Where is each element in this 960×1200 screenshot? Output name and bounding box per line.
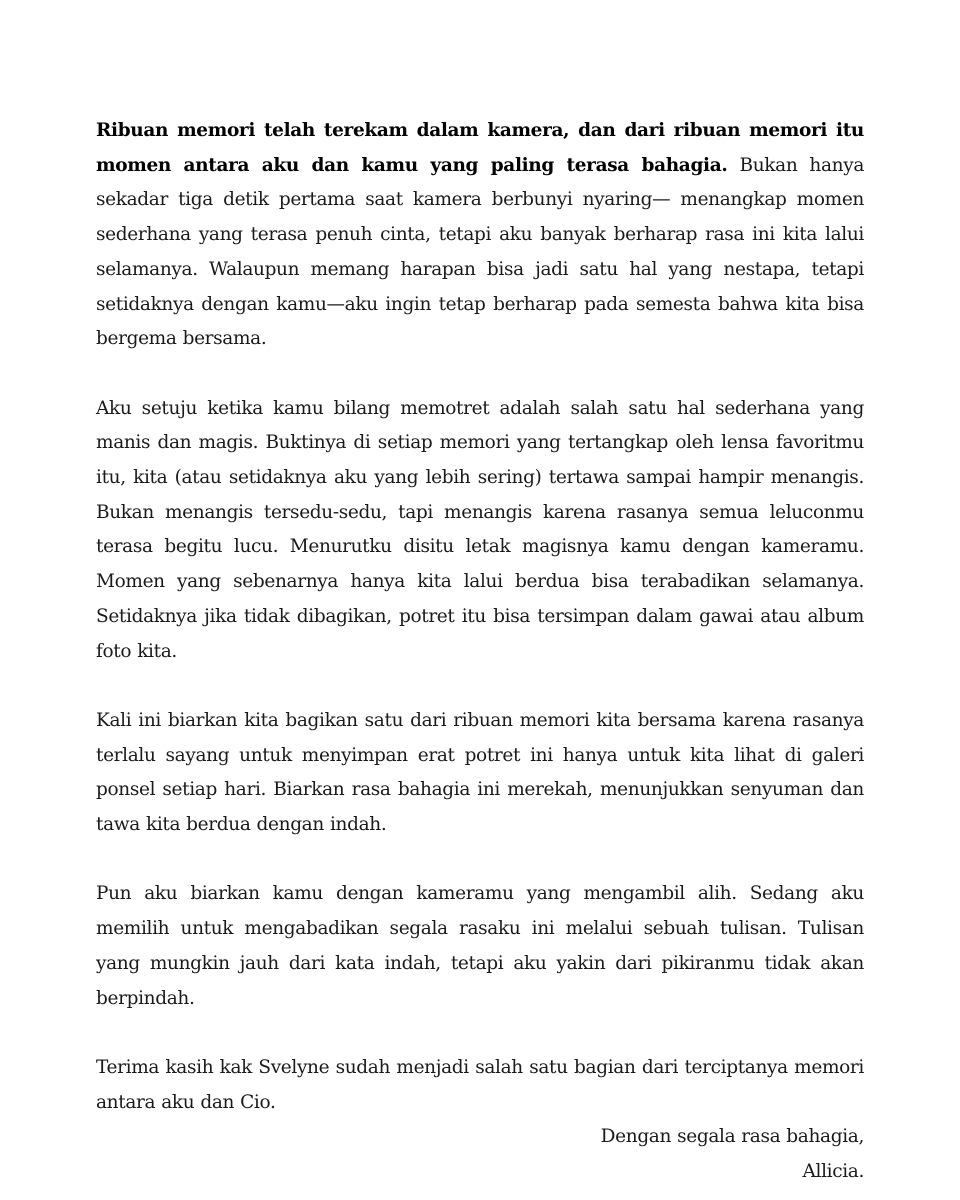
intro-bold-text: Ribuan memori telah terekam dalam kamera, dan dari ribuan memori itu momen antara aku dan kamu yang paling terasa bahagia. <box>96 120 864 176</box>
signature: Allicia. <box>802 1161 864 1183</box>
paragraph-3: Kali ini biarkan kita bagikan satu dari ribuan memori kita bersama karena rasanya terlalu sayang untuk menyimpan erat potret ini hanya untuk kita lihat di galeri ponsel setiap hari. Biarkan rasa bahagia ini merekah, menunjukkan senyuman dan tawa kita berdua dengan indah. <box>96 709 864 836</box>
letter-body <box>96 114 864 1190</box>
paragraph-2: Aku setuju ketika kamu bilang memotret adalah salah satu hal sederhana yang manis dan magis. Buktinya di setiap memori yang tertangkap oleh lensa favoritmu itu, kita (atau setidaknya aku yang lebih sering) tertawa sampai hampir menangis. Bukan menangis tersedu-sedu, tapi menangis karena rasanya semua leluconmu terasa begitu lucu. Menurutku disitu letak magisnya kamu dengan kameramu. Momen yang sebenarnya hanya kita lalui berdua bisa terabadikan selamanya. Setidaknya jika tidak dibagikan, potret itu bisa tersimpan dalam gawai atau album foto kita. <box>96 397 864 662</box>
paragraph-4: Pun aku biarkan kamu dengan kameramu yang mengambil alih. Sedang aku memilih untuk mengabadikan segala rasaku ini melalui sebuah tulisan. Tulisan yang mungkin jauh dari kata indah, tetapi aku yakin dari pikiranmu tidak akan berpindah. <box>96 883 864 1009</box>
paragraph-5: Terima kasih kak Svelyne sudah menjadi salah satu bagian dari terciptanya memori antara aku dan Cio. <box>96 1056 864 1113</box>
sign-off-line: Dengan segala rasa bahagia, <box>600 1126 864 1148</box>
paragraph-intro <box>96 114 864 357</box>
intro-regular-text: Bukan hanya sekadar tiga detik pertama saat kamera berbunyi nyaring— menangkap momen sederhana yang terasa penuh cinta, tetapi aku banyak berharap rasa ini kita lalui selamanya. Walaupun memang harapan bisa jadi satu hal yang nestapa, tetapi setidaknya dengan kamu—aku ingin tetap berharap pada semesta bahwa kita bisa bergema bersama. <box>96 154 864 350</box>
